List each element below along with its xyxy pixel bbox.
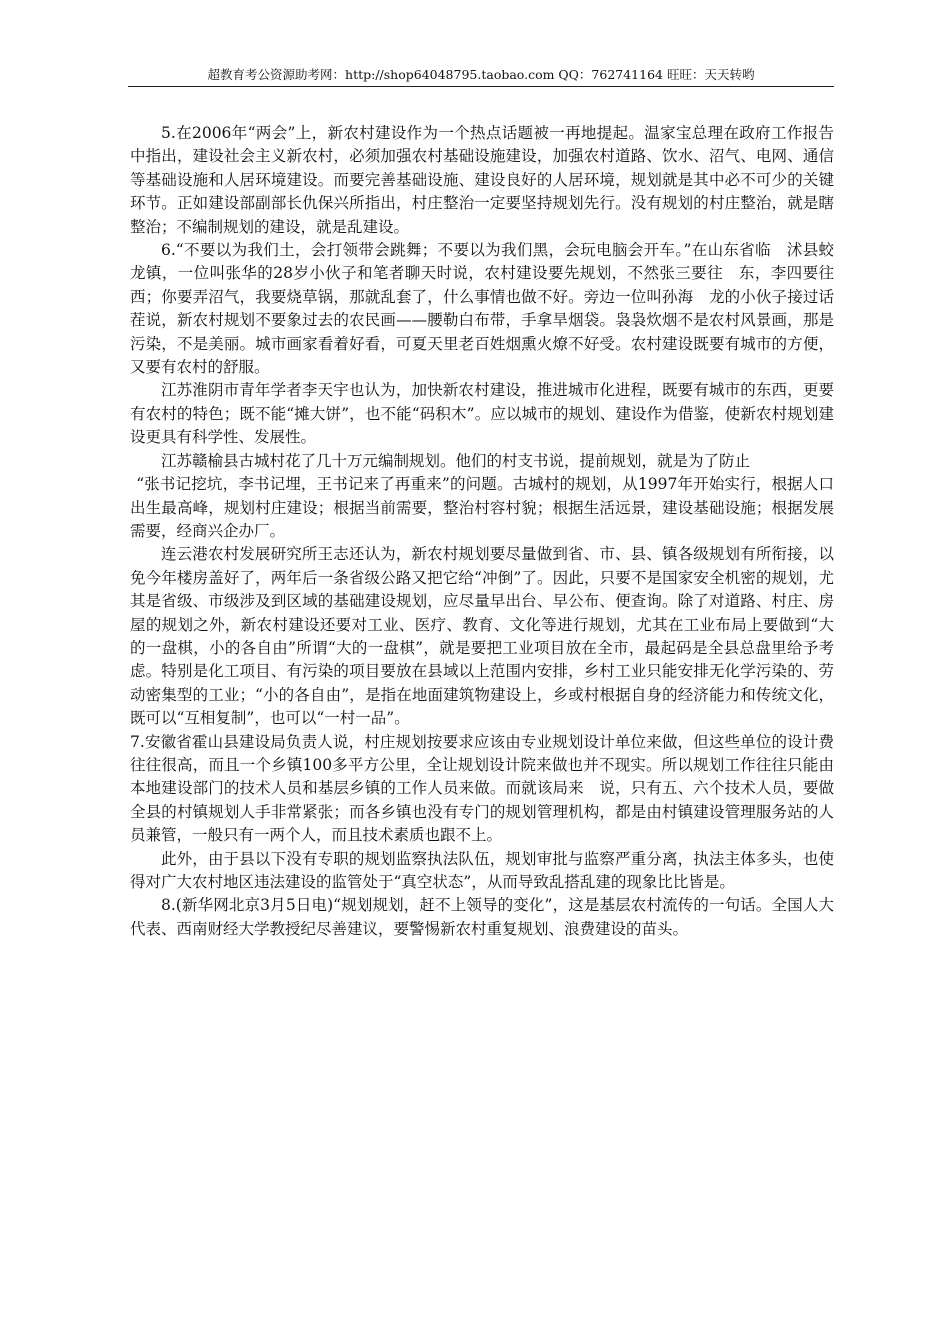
paragraph-7-huoshan: 7.安徽省霍山县建设局负责人说，村庄规划按要求应该由专业规划设计单位来做，但这些单位的设计费往往很高，而且一个乡镇100多平方公里，全让规划设计院来做也并不现实。所以规划工作往往只能由本地建设部门的技术人员和基层乡镇的工作人员来做。而就该局来 说，只有五、六个技术人员，要做全县的村镇规划人手非常紧张；而各乡镇也没有专门的规划管理机构，都是由村镇建设管理服务站的人员兼管，一般只有一两个人，而且技术素质也跟不上。 [130,732,834,845]
document-body [130,122,834,941]
page-header: 超教育考公资源助考网：http://shop64048795.taobao.com QQ：762741164 旺旺：天天转哟 [207,67,755,82]
paragraph-6-shandong-villager: 6.“不要以为我们土，会打领带会跳舞；不要以为我们黑，会玩电脑会开车。”在山东省临 沭县蛟龙镇，一位叫张华的28岁小伙子和笔者聊天时说，农村建设要先规划，不然张三要往 东，李四要往西；你要弄沼气，我要烧草锅，那就乱套了，什么事情也做不好。旁边一位叫孙海 龙的小伙子接过话茬说，新农村规划不要象过去的农民画——腰勒白布带，手拿旱烟袋。袅袅炊烟不是农村风景画，那是污染，不是美丽。城市画家看着好看，可夏天里老百姓烟熏火燎不好受。农村建设既要有城市的方便，又要有农村的舒服。 [130,241,834,377]
paragraph-lianyungang: 连云港农村发展研究所王志还认为，新农村规划要尽量做到省、市、县、镇各级规划有所衔接，以免今年楼房盖好了，两年后一条省级公路又把它给“冲倒”了。因此，只要不是国家安全机密的规划，尤其是省级、市级涉及到区域的基础建设规划，应尽量早出台、早公布、便查询。除了对道路、村庄、房屋的规划之外，新农村建设还要对工业、医疗、教育、文化等进行规划，尤其在工业布局上要做到“大的一盘棋，小的各自由”所谓“大的一盘棋”，就是要把工业项目放在全市，最起码是全县总盘里给予考虑。特别是化工项目、有污染的项目要放在县域以上范围内安排，乡村工业只能安排无化学污染的、劳动密集型的工业；“小的各自由”，是指在地面建筑物建设上，乡或村根据自身的经济能力和传统文化，既可以“互相复制”，也可以“一村一品”。 [130,545,834,728]
paragraph-jiangsu-huaiyin: 江苏淮阴市青年学者李天宇也认为，加快新农村建设，推进城市化进程，既要有城市的东西，更要有农村的特色；既不能“摊大饼”，也不能“码积木”。应以城市的规划、建设作为借鉴，使新农村规划建设更具有科学性、发展性。 [130,381,834,447]
header-divider [128,86,834,87]
paragraph-gucheng-continued: “张书记挖坑，李书记埋，王书记来了再重来”的问题。古城村的规划，从1997年开始实行，根据人口出生最高峰，规划村庄建设；根据当前需要，整治村容村貌；根据生活远景，建设基础设施；根据发展需要，经商兴企办厂。 [130,475,834,540]
paragraph-supervision: 此外，由于县以下没有专职的规划监察执法队伍，规划审批与监察严重分离，执法主体多头，也使得对广大农村地区违法建设的监管处于“真空状态”，从而导致乱搭乱建的现象比比皆是。 [130,849,834,891]
paragraph-8-xinhua: 8.(新华网北京3月5日电)“规划规划，赶不上领导的变化”，这是基层农村流传的一句话。全国人大代表、西南财经大学教授纪尽善建议，要警惕新农村重复规划、浪费建设的苗头。 [130,896,834,938]
paragraph-ganyu-gucheng: 江苏赣榆县古城村花了几十万元编制规划。他们的村支书说，提前规划，就是为了防止 [161,451,751,470]
paragraph-5-two-sessions: 5.在2006年“两会”上，新农村建设作为一个热点话题被一再地提起。温家宝总理在政府工作报告中指出，建设社会主义新农村，必须加强农村基础设施建设，加强农村道路、饮水、沼气、电网、通信等基础设施和人居环境建设。而要完善基础设施、建设良好的人居环境，规划就是其中必不可少的关键环节。正如建设部副部长仇保兴所指出，村庄整治一定要坚持规划先行。没有规划的村庄整治，就是瞎整治；不编制规划的建设，就是乱建设。 [130,124,834,236]
